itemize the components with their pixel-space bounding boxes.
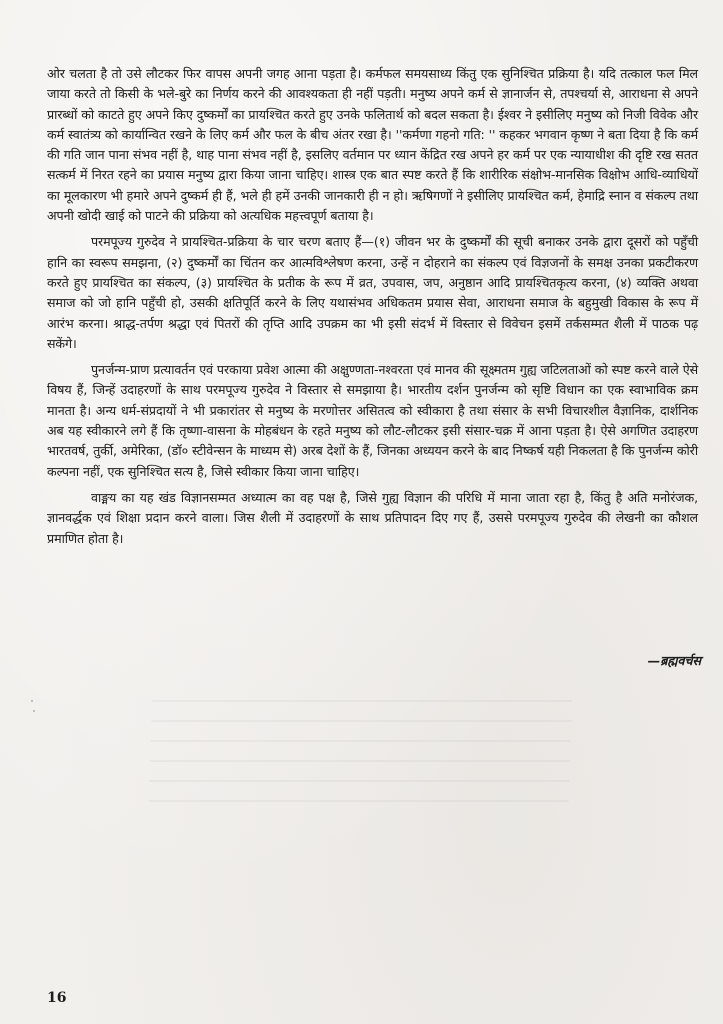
paragraph-4: वाङ्मय का यह खंड विज्ञानसम्मत अध्यात्म का वह पक्ष है, जिसे गुह्य विज्ञान की परिधि में माना जाता रहा है, किंतु है अति मनोरंजक, ज्ञानवर्द्धक एवं शिक्षा प्रदान करने वाला। जिस शैली में उदाहरणों के साथ प्रतिपादन दिए गए हैं, उससे परमपूज्य गुरुदेव की लेखनी का कौशल प्रमाणित होता है। — [47, 489, 698, 546]
paragraph-2: परमपूज्य गुरुदेव ने प्रायश्चित-प्रक्रिया के चार चरण बताए हैं—(१) जीवन भर के दुष्कर्मों की सूची बनाकर उनके द्वारा दूसरों को पहुँची हानि का स्वरूप समझना, (२) दुष्कर्मों का चिंतन कर आत्मविश्लेषण करना, उन्हें न दोहराने का संकल्प एवं विज्ञजनों के समक्ष उनका प्रकटीकरण करते हुए प्रायश्चित का संकल्प, (३) प्रायश्चित के प्रतीक के रूप में व्रत, उपवास, जप, अनुष्ठान आदि प्रायश्चितकृत्य करना, (४) व्यक्ति अथवा समाज को जो हानि पहुँची हो, उसकी क्षतिपूर्ति करने के लिए यथासंभव अधिकतम प्रयास सेवा, आराधना समाज के बहुमुखी विकास के रूप में आरंभ करना। श्राद्ध-तर्पण श्रद्धा एवं पितरों की तृप्ति आदि उपक्रम का भी इसी संदर्भ में विस्तार से विवेचन इसमें तर्कसम्मत शैली में पाठक पढ़ सकेंगे। — [47, 234, 698, 351]
paragraph-1: ओर चलता है तो उसे लौटकर फिर वापस अपनी जगह आना पड़ता है। कर्मफल समयसाध्य किंतु एक सुनिश्चित प्रक्रिया है। यदि तत्काल फल मिल जाया करते तो किसी के भले-बुरे का निर्णय करने की आवश्यकता ही नहीं पड़ती। मनुष्य अपने कर्म से ज्ञानार्जन से, तपश्चर्या से, आराधना से अपने प्रारब्धों को काटते हुए अपने किए दुष्कर्मों का प्रायश्चित करते हुए उनके फलितार्थ को बदल सकता है। ईश्वर ने इसीलिए मनुष्य को निजी विवेक और कर्म स्वातंत्र्य को कार्यान्वित रखने के लिए कर्म और फल के बीच अंतर रखा है। ''कर्मणा गहनो गति: '' कहकर भगवान कृष्ण ने बता दिया है कि कर्म की गति जान पाना संभव नहीं है, थाह पाना संभव नहीं है, इसलिए वर्तमान पर ध्यान केंद्रित रख अपने हर कर्म पर एक न्यायाधीश की दृष्टि रख सतत सत्कर्म में निरत रहने का प्रयास मनुष्य द्वारा किया जाना चाहिए। शास्त्र एक बात स्पष्ट करते हैं कि शारीरिक संक्षोभ-मानसिक विक्षोभ आधि-व्याधियों का मूलकारण भी हमारे अपने दुष्कर्म ही हैं, भले ही हमें उनकी जानकारी ही न हो। ऋषिगणों ने इसीलिए प्रायश्चित कर्म, हेमाद्रि स्नान व संकल्प तथा अपनी खोदी खाई को पाटने की प्रक्रिया को अत्यधिक महत्त्वपूर्ण बताया है। — [47, 66, 698, 224]
paper-speck — [33, 710, 35, 712]
body-text — [47, 64, 698, 555]
author-signature: —ब्रह्मवर्चस — [647, 653, 701, 668]
paper-speck — [31, 700, 33, 702]
page-number: 16 — [47, 990, 67, 1006]
show-through-texture — [148, 700, 572, 820]
paragraph-3: पुनर्जन्म-प्राण प्रत्यावर्तन एवं परकाया प्रवेश आत्मा की अक्षुण्णता-नश्वरता एवं मानव की सूक्ष्मतम गुह्य जटिलताओं को स्पष्ट करने वाले ऐसे विषय हैं, जिन्हें उदाहरणों के साथ परमपूज्य गुरुदेव ने विस्तार से समझाया है। भारतीय दर्शन पुनर्जन्म को सृष्टि विधान का एक स्वाभाविक क्रम मानता है। अन्य धर्म-संप्रदायों ने भी प्रकारांतर से मनुष्य के मरणोत्तर असितत्व को स्वीकारा है तथा संसार के सभी विचारशील वैज्ञानिक, दार्शनिक अब यह स्वीकारने लगे हैं कि तृष्णा-वासना के मोहबंधन के रहते मनुष्य को लौट-लौटकर इसी संसार-चक्र में आना पड़ता है। ऐसे अगणित उदाहरण भारतवर्ष, तुर्की, अमेरिका, (डॉ० स्टीवेन्सन के माध्यम से) अरब देशों के हैं, जिनका अध्ययन करने के बाद निष्कर्ष यही निकलता है कि पुनर्जन्म कोरी कल्पना नहीं, एक सुनिश्चित सत्य है, जिसे स्वीकार किया जाना चाहिए। — [47, 362, 698, 479]
